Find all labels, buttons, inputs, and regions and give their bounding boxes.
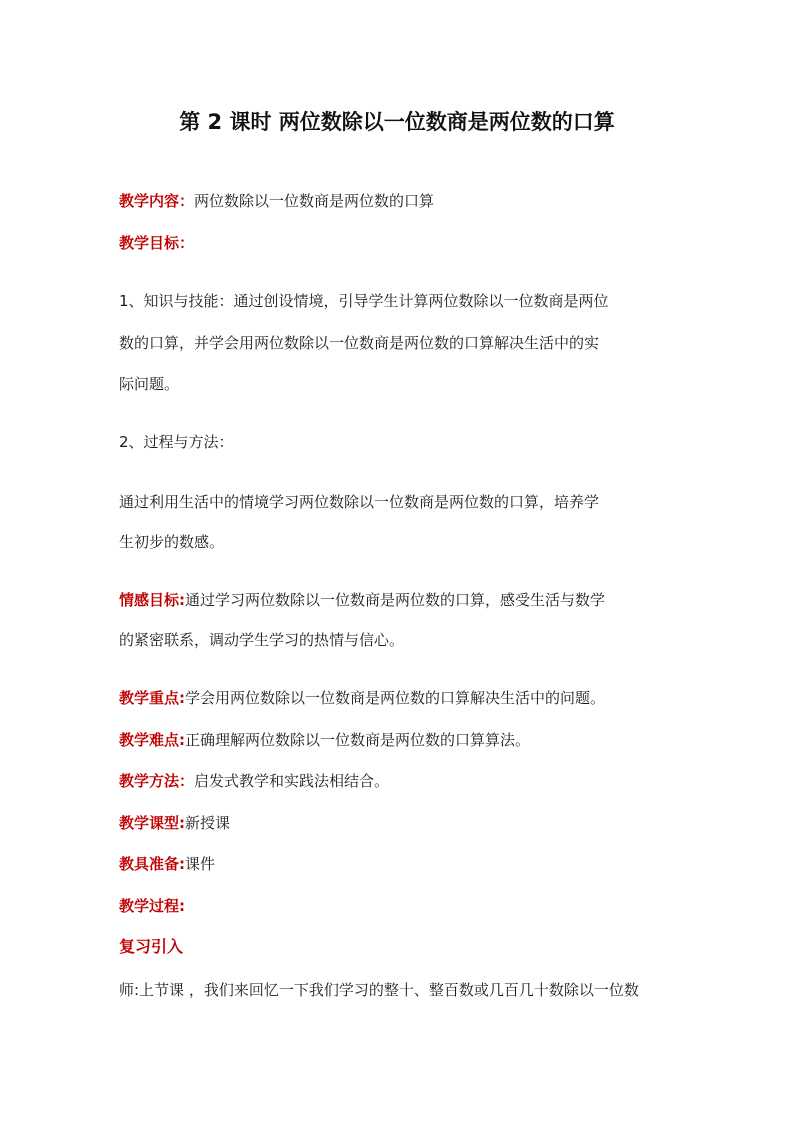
text-teacher-speech: 师:上节课 ，我们来回忆一下我们学习的整十、整百数或几百几十数除以一位数 (119, 981, 639, 999)
label-teaching-content: 教学内容： (119, 192, 195, 210)
line-process-1 (119, 492, 599, 512)
label-difficulty: 教学难点: (119, 731, 185, 749)
text-process-2: 生初步的数感。 (119, 533, 225, 551)
line-key-point (119, 688, 605, 708)
line-process-2 (119, 532, 224, 552)
text-emotion-goal-1: 通过学习两位数除以一位数商是两位数的口算，感受生活与数学 (185, 591, 606, 609)
text-lesson-type: 新授课 (185, 814, 231, 832)
text-teaching-aids: 课件 (185, 855, 216, 873)
line-teaching-aids (119, 854, 215, 874)
line-method (119, 771, 389, 791)
line-emotion-goal-2 (119, 630, 404, 650)
label-key-point: 教学重点: (119, 689, 185, 707)
line-teacher-speech (119, 980, 639, 1000)
label-teaching-aids: 教具准备: (119, 855, 185, 873)
label-emotion-goal: 情感目标: (119, 591, 185, 609)
text-knowledge-2: 数的口算，并学会用两位数除以一位数商是两位数的口算解决生活中的实 (119, 334, 600, 352)
line-process-heading (119, 432, 234, 452)
text-knowledge-3: 际问题。 (119, 375, 180, 393)
label-method: 教学方法： (119, 772, 195, 790)
text-process-heading: 2、过程与方法： (119, 433, 234, 451)
text-knowledge-1: 1、知识与技能：通过创设情境，引导学生计算两位数除以一位数商是两位 (119, 292, 609, 310)
page-title: 第 2 课时 两位数除以一位数商是两位数的口算 (179, 110, 615, 134)
text-key-point: 学会用两位数除以一位数商是两位数的口算解决生活中的问题。 (185, 689, 606, 707)
line-teaching-process (119, 896, 185, 916)
label-teaching-goals: 教学目标： (119, 234, 195, 252)
line-difficulty (119, 730, 530, 750)
text-difficulty: 正确理解两位数除以一位数商是两位数的口算算法。 (185, 731, 531, 749)
line-knowledge-1 (119, 291, 609, 311)
heading-review-intro: 复习引入 (119, 937, 184, 956)
text-method: 启发式教学和实践法相结合。 (194, 772, 390, 790)
text-process-1: 通过利用生活中的情境学习两位数除以一位数商是两位数的口算，培养学 (119, 493, 600, 511)
line-teaching-content (119, 191, 434, 211)
line-knowledge-3 (119, 374, 179, 394)
label-teaching-process: 教学过程: (119, 897, 185, 915)
text-teaching-content: 两位数除以一位数商是两位数的口算 (194, 192, 435, 210)
line-emotion-goal-1 (119, 590, 605, 610)
label-lesson-type: 教学课型: (119, 814, 185, 832)
line-knowledge-2 (119, 333, 599, 353)
line-teaching-goals (119, 233, 194, 253)
line-review-intro (119, 937, 183, 957)
text-emotion-goal-2: 的紧密联系，调动学生学习的热情与信心。 (119, 631, 405, 649)
line-lesson-type (119, 813, 230, 833)
